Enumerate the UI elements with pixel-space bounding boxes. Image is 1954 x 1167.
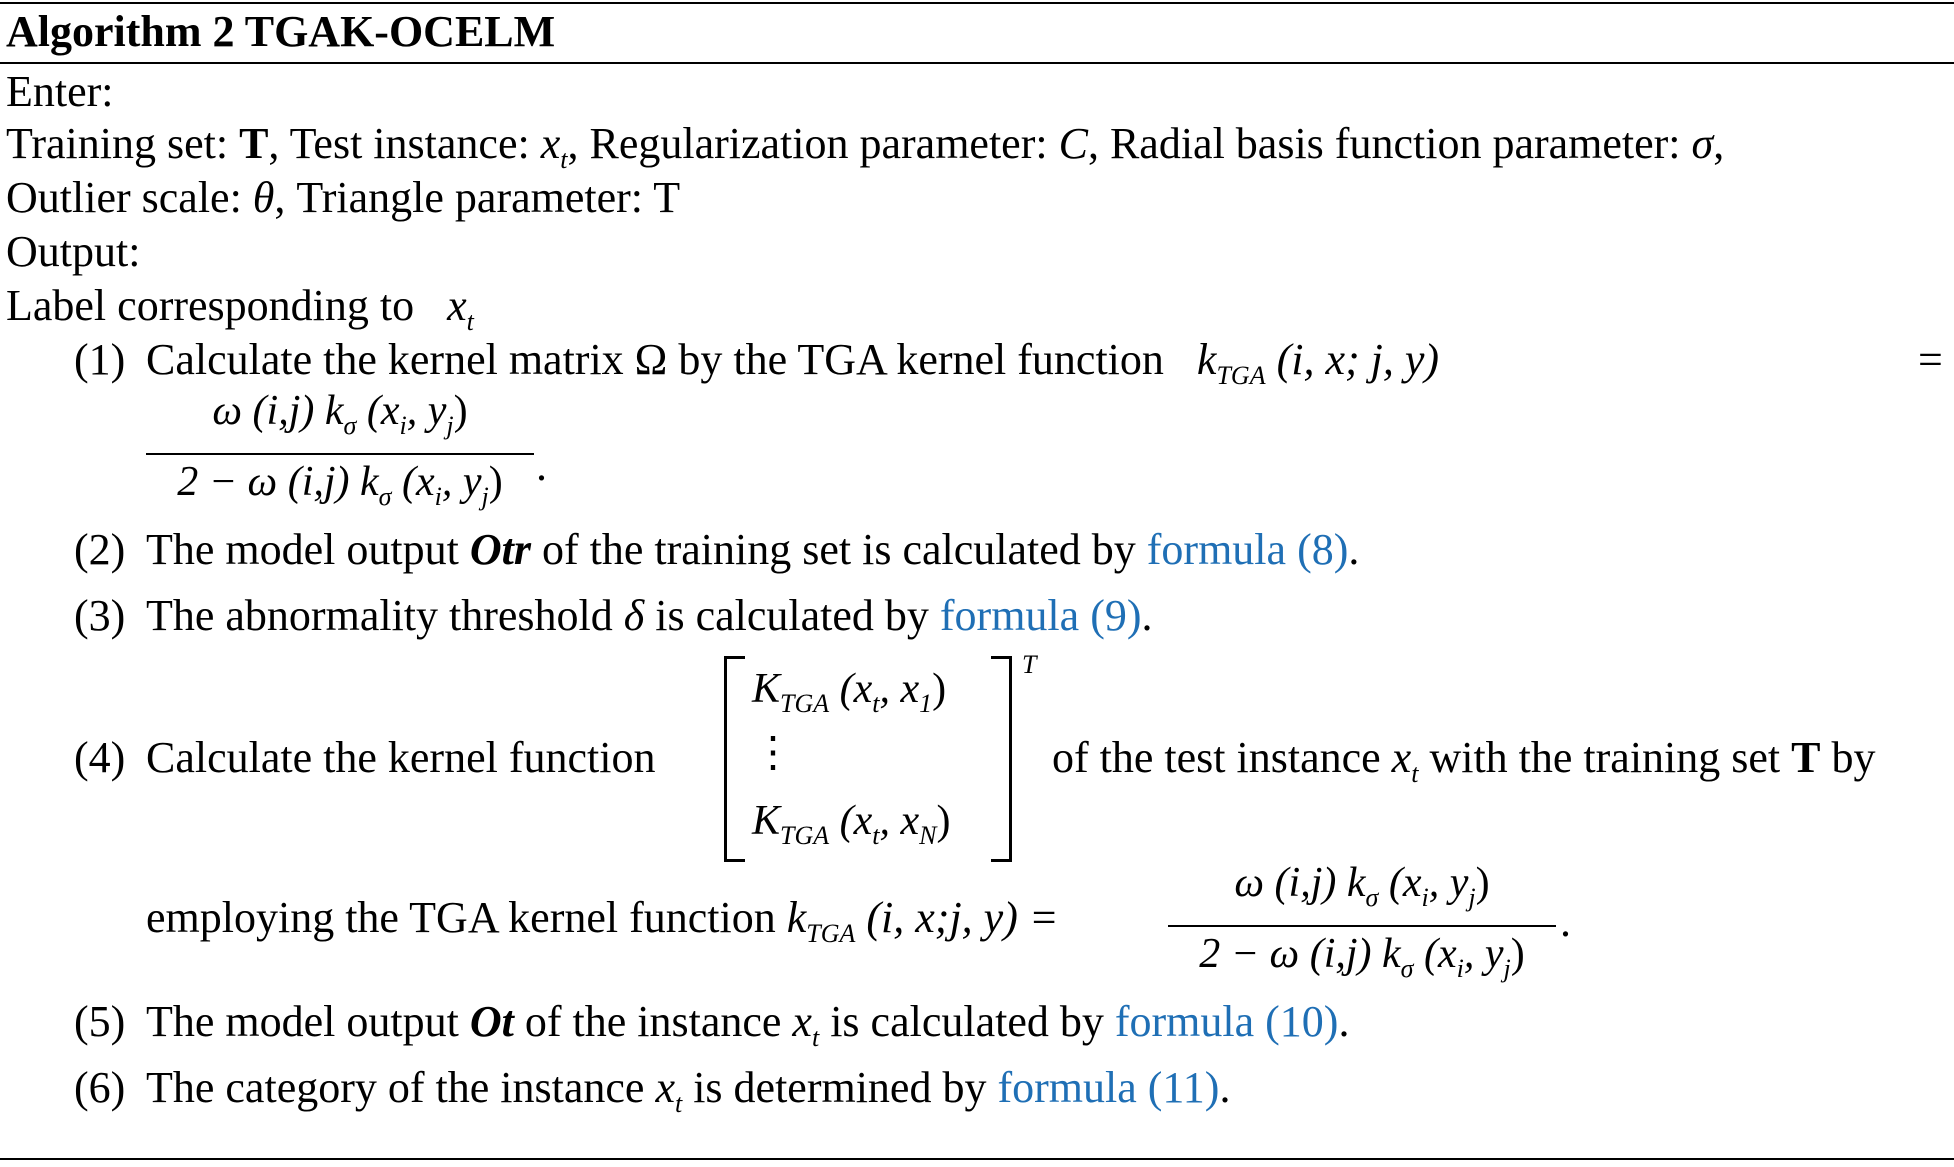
step-2-post: of the training set is calculated by: [530, 525, 1147, 574]
step-5-end: .: [1338, 997, 1350, 1046]
equals-sign: =: [1918, 335, 1943, 384]
left-bracket: [724, 656, 745, 862]
step-3-pre: The abnormality threshold: [146, 591, 624, 640]
step-4: [74, 732, 655, 784]
rbf-label: , Radial basis function parameter:: [1087, 119, 1692, 168]
fraction-denominator: 2 − ω (i,j) $k_\sigma$ ($x_i$, $y_j$): [1199, 931, 1525, 983]
fraction-denominator: 2 − ω (i,j) $k_\sigma$ ($x_i$, $y_j$): [177, 459, 503, 511]
row-1-subscript: 1: [919, 689, 933, 718]
step-number: (3): [74, 591, 126, 640]
step-number: (4): [74, 733, 126, 782]
step-4-post: of the test instance $x_t$ with the training set T by: [1052, 733, 1876, 788]
fraction-numerator: ω (i,j) $k_\sigma$ ($x_i$, $y_j$): [212, 388, 468, 440]
k-symbol: K: [752, 666, 781, 712]
transpose-superscript: [1022, 650, 1036, 680]
formula-9-link[interactable]: formula (9): [939, 591, 1142, 640]
step-1-fraction: [146, 386, 534, 522]
k-symbol: k: [1196, 335, 1217, 384]
sigma-symbol: σ: [1691, 119, 1714, 168]
step-4-post-text: of the test instance: [1052, 733, 1392, 782]
otr-symbol: Otr: [469, 525, 531, 574]
t-subscript: t: [560, 145, 568, 174]
row-n-subscript: N: [919, 821, 937, 850]
x-symbol: x: [540, 119, 561, 168]
c-symbol: C: [1058, 119, 1088, 168]
step-5-post: of the instance: [513, 997, 793, 1046]
matrix-row-ellipsis: ⋮: [752, 730, 794, 776]
t-subscript: t: [466, 307, 474, 336]
formula-8-link[interactable]: formula (8): [1146, 525, 1349, 574]
algorithm-title: Algorithm 2 TGAK-OCELM: [6, 7, 556, 56]
step-4-line2-args: (i, x;j, y) =: [855, 893, 1059, 942]
fraction-bar: [146, 453, 534, 455]
denominator-expression: 2 − ω (i,j) k: [177, 459, 379, 505]
step-6-post: is determined by: [682, 1063, 998, 1112]
step-number: (1): [74, 335, 126, 384]
regularization-label: , Regularization parameter:: [567, 119, 1059, 168]
step-3-post: is calculated by: [644, 591, 940, 640]
ot-symbol: Ot: [469, 997, 514, 1046]
test-instance-label: , Test instance:: [268, 119, 541, 168]
step-4-post2: with the training set: [1418, 733, 1792, 782]
step-2-end: .: [1348, 525, 1360, 574]
training-set-symbol: T: [239, 119, 269, 168]
step-3-end: .: [1141, 591, 1153, 640]
right-bracket: [991, 656, 1012, 862]
delta-symbol: δ: [623, 591, 645, 640]
training-set-symbol: T: [1791, 733, 1821, 782]
matrix-row-1: $K_{TGA}$ ($x_t$, $x_1$): [752, 666, 947, 718]
formula-10-link[interactable]: formula (10): [1114, 997, 1339, 1046]
step-4-line-2: employing the TGA kernel function $k_{TGA}$ (i, x;j, y) =: [146, 893, 1059, 948]
step-1-period: .: [536, 441, 547, 490]
numerator-expression: ω (i,j) k: [212, 388, 344, 434]
step-number: (5): [74, 997, 126, 1046]
step-3: [74, 590, 1153, 642]
step-number: (2): [74, 525, 126, 574]
step-4-post3: by: [1820, 733, 1876, 782]
step-5-pre: The model output: [146, 997, 470, 1046]
kernel-vector: [724, 656, 1012, 856]
step-number: (6): [74, 1063, 126, 1112]
line-end-comma: ,: [1713, 119, 1725, 168]
bottom-rule: [0, 1158, 1954, 1160]
tga-subscript: TGA: [1216, 361, 1266, 390]
step-4-pre: Calculate the kernel function: [146, 733, 656, 782]
fraction-bar: [1168, 925, 1556, 927]
step-1-text: Calculate the kernel matrix Ω by the TGA kernel function: [146, 335, 1164, 384]
matrix-row-n: $K_{TGA}$ ($x_t$, $x_N$): [752, 798, 951, 850]
x-symbol: x: [447, 281, 467, 330]
kernel-args: (i, x; j, y): [1265, 335, 1440, 384]
step-6: (6) The category of the instance $x_t$ is determined by formula (11).: [74, 1063, 1231, 1118]
row-tail: , x: [879, 666, 920, 712]
output-text: Label corresponding to: [6, 281, 415, 330]
step-6-end: .: [1219, 1063, 1231, 1112]
formula-11-link[interactable]: formula (11): [997, 1063, 1220, 1112]
step-2: [74, 524, 1359, 576]
step-5: (5) The model output Ot of the instance $x_t$ is calculated by formula (10).: [74, 997, 1350, 1052]
outlier-label: Outlier scale:: [6, 173, 253, 222]
step-5-post2: is calculated by: [819, 997, 1115, 1046]
triangle-label: , Triangle parameter: T: [274, 173, 681, 222]
transpose-symbol: T: [1022, 650, 1037, 679]
step-4-line2-text: employing the TGA kernel function: [146, 893, 787, 942]
fraction-numerator: ω (i,j) $k_\sigma$ ($x_i$, $y_j$): [1234, 860, 1490, 912]
title-rule: [0, 62, 1954, 64]
enter-label: Enter:: [6, 67, 114, 116]
step-2-pre: The model output: [146, 525, 470, 574]
step-4-period: .: [1560, 897, 1571, 946]
step-6-pre: The category of the instance: [146, 1063, 656, 1112]
training-set-label: Training set:: [6, 119, 240, 168]
input-params-line-2: [6, 172, 680, 224]
theta-symbol: θ: [252, 173, 275, 222]
step-4-fraction: [1168, 858, 1556, 994]
row-args: (x: [829, 666, 873, 712]
output-label: Output:: [6, 227, 141, 276]
